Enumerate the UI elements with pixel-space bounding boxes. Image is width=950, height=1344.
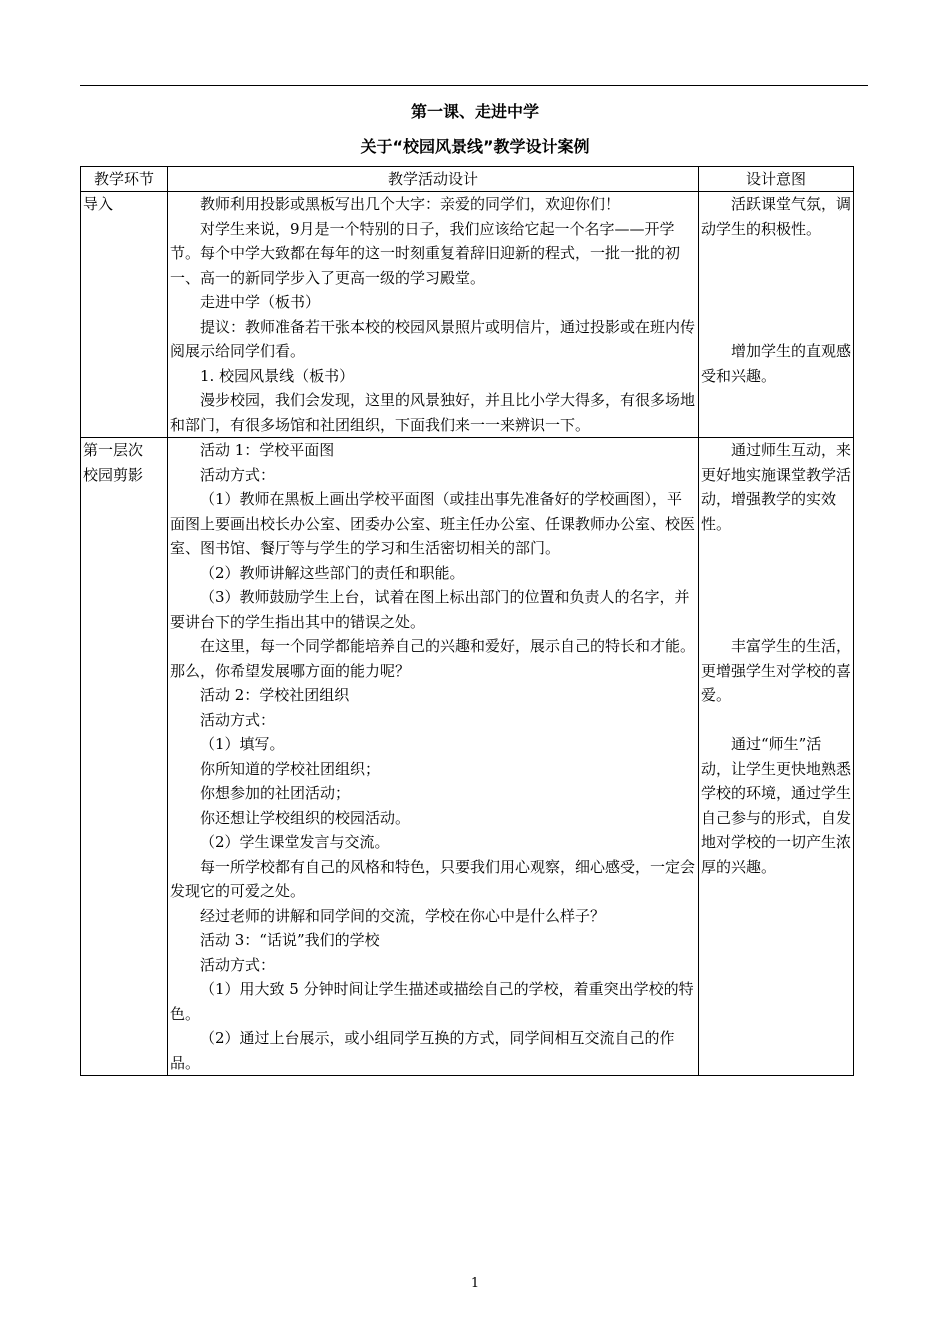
paragraph: 经过老师的讲解和同学间的交流，学校在你心中是什么样子？ xyxy=(200,906,606,925)
spacer xyxy=(701,266,851,291)
table-header-row xyxy=(81,167,854,192)
spacer xyxy=(701,585,851,610)
paragraph: 活动 2：学校社团组织 xyxy=(200,686,350,704)
stage-label: 校园剪影 xyxy=(83,465,144,484)
page-number: 1 xyxy=(470,1276,480,1291)
paragraph: 走进中学（板书） xyxy=(200,293,321,311)
intent-text: 通过“师生”活动，让学生更快地熟悉学校的环境，通过学生自己参与的形式，自发地对学校的一切产生浓厚的兴趣。 xyxy=(701,735,852,876)
spacer xyxy=(701,315,851,340)
paragraph: （2）通过上台展示，或小组同学互换的方式，同学间相互交流自己的作品。 xyxy=(170,1029,675,1072)
intent-cell xyxy=(699,192,854,438)
document-subtitle: 关于“校园风景线”教学设计案例 xyxy=(360,137,590,156)
paragraph: （1）教师在黑板上画出学校平面图（或挂出事先准备好的学校画图），平面图上要画出校长办公室、团委办公室、班主任办公室、任课教师办公室、校医室、图书馆、餐厅等与学生的学习和生活密切相关的部门。 xyxy=(170,490,696,557)
table-row xyxy=(81,192,854,438)
intent-cell xyxy=(699,438,854,1076)
paragraph: 每一所学校都有自己的风格和特色，只要我们用心观察，细心感受，一定会发现它的可爱之处。 xyxy=(170,857,696,900)
paragraph: （2）学生课堂发言与交流。 xyxy=(200,833,390,851)
document-title: 第一课、走进中学 xyxy=(410,102,539,121)
paragraph: 活动 3：“话说”我们的学校 xyxy=(200,931,380,949)
paragraph: 活动 1：学校平面图 xyxy=(200,441,335,459)
paragraph: 活动方式： xyxy=(200,955,276,974)
column-header: 教学活动设计 xyxy=(168,167,699,192)
paragraph: （3）教师鼓励学生上台，试着在图上标出部门的位置和负责人的名字，并要讲台下的学生指出其中的错误之处。 xyxy=(170,588,690,631)
paragraph: 你还想让学校组织的校园活动。 xyxy=(200,808,411,827)
paragraph: 活动方式： xyxy=(200,710,276,729)
stage-cell xyxy=(81,438,168,1076)
intent-text: 通过师生互动，来更好地实施课堂教学活动，增强教学的实效性。 xyxy=(701,441,852,533)
intent-text: 丰富学生的生活，更增强学生对学校的喜爱。 xyxy=(701,637,852,704)
paragraph: 1. 校园风景线（板书） xyxy=(200,366,355,385)
spacer xyxy=(701,561,851,586)
paragraph: 你想参加的社团活动； xyxy=(200,784,351,802)
activity-cell xyxy=(168,192,699,438)
paragraph: 漫步校园，我们会发现，这里的风景独好，并且比小学大得多，有很多场地和部门，有很多场馆和社团组织，下面我们来一一来辨识一下。 xyxy=(170,391,696,434)
paragraph: （2）教师讲解这些部门的责任和职能。 xyxy=(200,563,465,582)
paragraph: （1）填写。 xyxy=(200,735,285,753)
spacer xyxy=(701,241,851,266)
stage-cell xyxy=(81,192,168,438)
column-header: 设计意图 xyxy=(699,167,854,192)
spacer xyxy=(701,610,851,635)
paragraph: 在这里，每一个同学都能培养自己的兴趣和爱好，展示自己的特长和才能。那么，你希望发展哪方面的能力呢？ xyxy=(170,637,696,680)
stage-label: 导入 xyxy=(83,195,114,213)
intent-text: 活跃课堂气氛，调动学生的积极性。 xyxy=(701,195,852,238)
paragraph: 活动方式： xyxy=(200,465,276,484)
column-header: 教学环节 xyxy=(81,167,168,192)
stage-label: 第一层次 xyxy=(83,441,144,459)
paragraph: 对学生来说，9月是一个特别的日子，我们应该给它起一个名字——开学节。每个中学大致都在每年的这一时刻重复着辞旧迎新的程式，一批一批的初一、高一的新同学步入了更高一级的学习殿堂。 xyxy=(170,219,681,287)
header-rule xyxy=(80,85,868,86)
spacer xyxy=(701,290,851,315)
table-row xyxy=(81,438,854,1076)
spacer xyxy=(701,536,851,561)
intent-text: 增加学生的直观感受和兴趣。 xyxy=(701,342,852,385)
paragraph: 你所知道的学校社团组织； xyxy=(200,759,381,778)
spacer xyxy=(701,708,851,733)
paragraph: （1）用大致 5 分钟时间让学生描述或描绘自己的学校，着重突出学校的特色。 xyxy=(170,980,694,1023)
paragraph: 提议：教师准备若干张本校的校园风景照片或明信片，通过投影或在班内传阅展示给同学们看。 xyxy=(170,317,696,360)
lesson-plan-table xyxy=(80,166,854,1076)
activity-cell xyxy=(168,438,699,1076)
paragraph: 教师利用投影或黑板写出几个大字：亲爱的同学们，欢迎你们！ xyxy=(200,195,621,213)
